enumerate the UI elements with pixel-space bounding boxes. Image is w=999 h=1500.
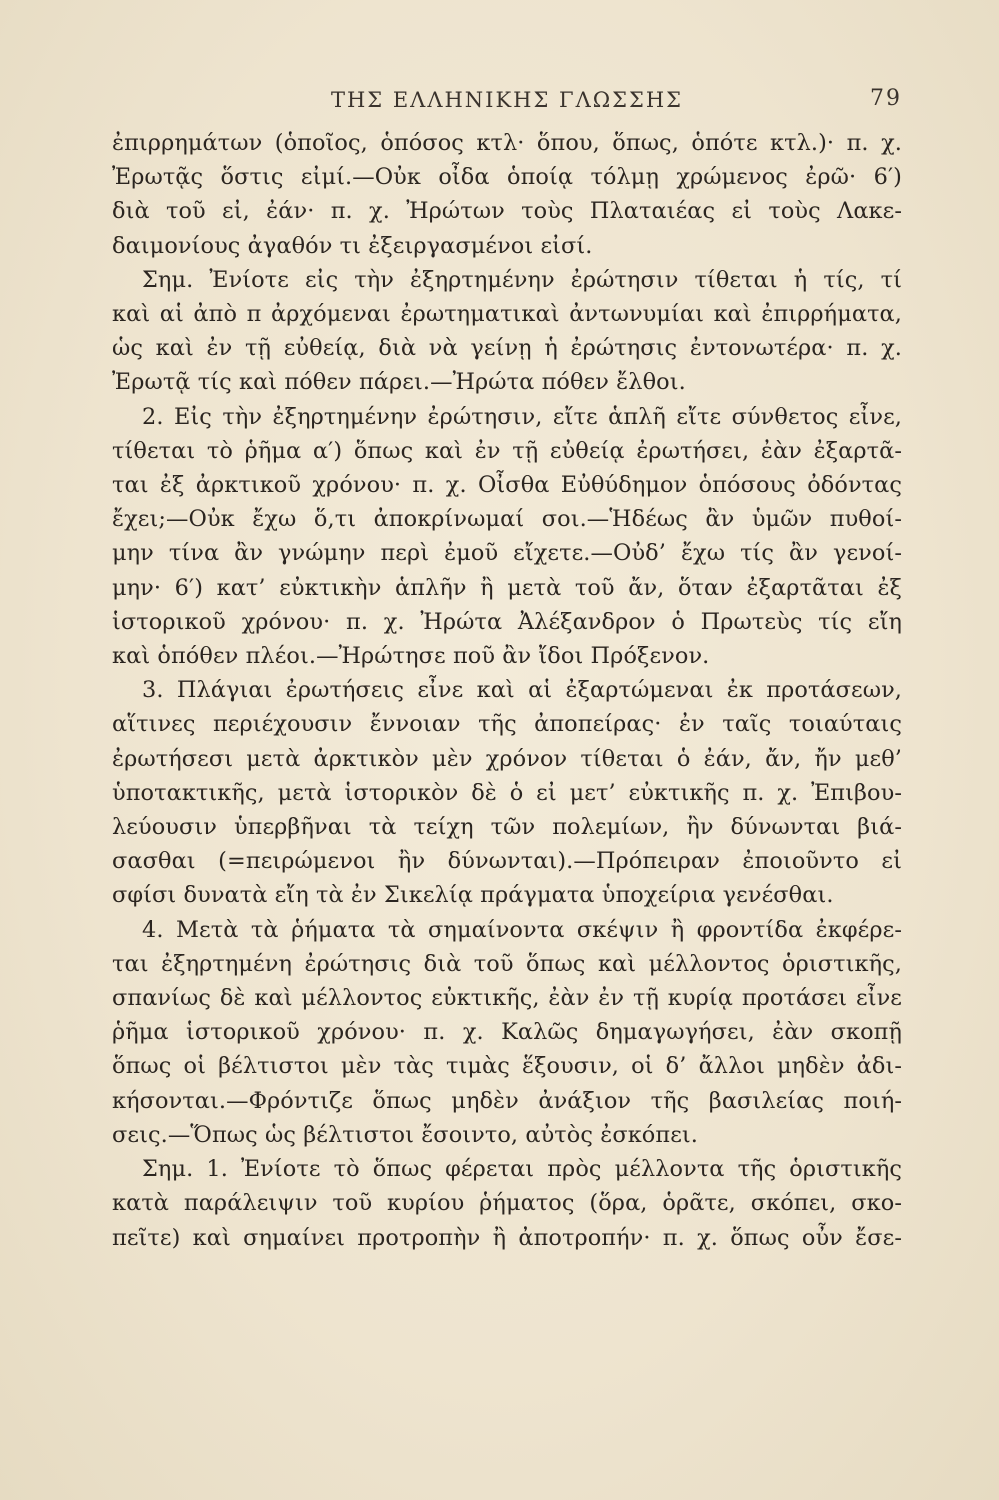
text-line: ται ἐξηρτημένη ἐρώτησις διὰ τοῦ ὅπως καὶ μέλλοντος ὁριστικῆς, xyxy=(112,950,902,977)
text-line: Σημ. Ἐνίοτε εἰς τὴν ἐξηρτημένην ἐρώτησιν τίθεται ἡ τίς, τί xyxy=(142,266,902,293)
text-line: Σημ. 1. Ἐνίοτε τὸ ὅπως φέρεται πρὸς μέλλοντα τῆς ὁριστικῆς xyxy=(142,1156,902,1183)
text-line: πεῖτε) καὶ σημαίνει προτροπὴν ἢ ἀποτροπήν· π. χ. ὅπως οὖν ἔσε- xyxy=(112,1224,902,1251)
running-title: ΤΗΣ ΕΛΛΗΝΙΚΗΣ ΓΛΩΣΣΗΣ xyxy=(330,88,684,112)
text-line: σπανίως δὲ καὶ μέλλοντος εὐκτικῆς, ἐὰν ἐν τῇ κυρίᾳ προτάσει εἶνε xyxy=(112,985,902,1012)
text-line: ὅπως οἱ βέλτιστοι μὲν τὰς τιμὰς ἕξουσιν, οἱ δ’ ἄλλοι μηδὲν ἀδι- xyxy=(112,1053,902,1080)
text-line: ἐρωτήσεσι μετὰ ἀρκτικὸν μὲν χρόνον τίθεται ὁ ἐάν, ἄν, ἤν μεθ’ xyxy=(112,745,902,772)
text-line: 4. Μετὰ τὰ ῥήματα τὰ σημαίνοντα σκέψιν ἢ φροντίδα ἐκφέρε- xyxy=(142,916,902,943)
page-header xyxy=(112,80,902,120)
text-line: ὡς καὶ ἐν τῇ εὐθείᾳ, διὰ νὰ γείνῃ ἡ ἐρώτησις ἐντονωτέρα· π. χ. xyxy=(112,335,902,362)
text-line: μην τίνα ἂν γνώμην περὶ ἐμοῦ εἴχετε.—Οὐδ’ ἔχω τίς ἂν γενοί- xyxy=(112,540,902,567)
text-line: ἐπιρρημάτων (ὁποῖος, ὁπόσος κτλ· ὅπου, ὅπως, ὁπότε κτλ.)· π. χ. xyxy=(112,130,902,156)
text-line: λεύουσιν ὑπερβῆναι τὰ τείχη τῶν πολεμίων, ἢν δύνωνται βιά- xyxy=(112,814,902,841)
text-line: ἱστορικοῦ χρόνου· π. χ. Ἠρώτα Ἀλέξανδρον ὁ Πρωτεὺς τίς εἴη xyxy=(112,608,902,635)
text-line: Ἐρωτᾷ τίς καὶ πόθεν πάρει.—Ἠρώτα πόθεν ἔλθοι. xyxy=(112,369,686,396)
text-line: κατὰ παράλειψιν τοῦ κυρίου ῥήματος (ὅρα, ὁρᾶτε, σκόπει, σκο- xyxy=(112,1190,902,1217)
text-line: τίθεται τὸ ῥῆμα α′) ὅπως καὶ ἐν τῇ εὐθείᾳ ἐρωτήσει, ἐὰν ἐξαρτᾶ- xyxy=(112,437,902,464)
text-line: σασθαι (=πειρώμενοι ἢν δύνωνται).—Πρόπειραν ἐποιοῦντο εἰ xyxy=(112,848,902,875)
text-line: σφίσι δυνατὰ εἴη τὰ ἐν Σικελίᾳ πράγματα ὑποχείρια γενέσθαι. xyxy=(112,882,834,909)
text-line: δαιμονίους ἀγαθόν τι ἐξειργασμένοι εἰσί. xyxy=(112,232,593,259)
text-line: αἵτινες περιέχουσιν ἔννοιαν τῆς ἀποπείρας· ἐν ταῖς τοιαύταις xyxy=(112,711,902,738)
text-line: σεις.—Ὅπως ὡς βέλτιστοι ἔσοιντο, αὐτὸς ἐσκόπει. xyxy=(112,1121,699,1148)
text-line: ῥῆμα ἱστορικοῦ χρόνου· π. χ. Καλῶς δημαγωγήσει, ἐὰν σκοπῇ xyxy=(112,1019,902,1046)
body-text xyxy=(112,126,902,1255)
text-line: Ἐρωτᾷς ὅστις εἰμί.—Οὐκ οἶδα ὁποίᾳ τόλμῃ χρώμενος ἐρῶ· 6′) xyxy=(112,164,902,191)
text-line: ται ἐξ ἀρκτικοῦ χρόνου· π. χ. Οἶσθα Εὐθύδημον ὁπόσους ὀδόντας xyxy=(112,472,902,499)
text-line: καὶ αἱ ἀπὸ π ἀρχόμεναι ἐρωτηματικαὶ ἀντωνυμίαι καὶ ἐπιρρήματα, xyxy=(112,301,902,328)
text-line: ὑποτακτικῆς, μετὰ ἱστορικὸν δὲ ὁ εἰ μετ’ εὐκτικῆς π. χ. Ἐπιβου- xyxy=(112,779,902,806)
book-page xyxy=(112,80,902,1460)
text-line: 3. Πλάγιαι ἐρωτήσεις εἶνε καὶ αἱ ἐξαρτώμεναι ἐκ προτάσεων, xyxy=(142,677,902,704)
page-number: 79 xyxy=(870,86,902,111)
text-line: διὰ τοῦ εἰ, ἐάν· π. χ. Ἠρώτων τοὺς Πλαταιέας εἰ τοὺς Λακε- xyxy=(112,198,902,225)
text-line: 2. Εἰς τὴν ἐξηρτημένην ἐρώτησιν, εἴτε ἁπλῆ εἴτε σύνθετος εἶνε, xyxy=(142,403,902,430)
text-line: κήσονται.—Φρόντιζε ὅπως μηδὲν ἀνάξιον τῆς βασιλείας ποιή- xyxy=(112,1087,902,1114)
text-line: ἔχει;—Οὐκ ἔχω ὅ,τι ἀποκρίνωμαί σοι.—Ἡδέως ἂν ὑμῶν πυθοί- xyxy=(112,506,902,533)
text-line: καὶ ὁπόθεν πλέοι.—Ἠρώτησε ποῦ ἂν ἴδοι Πρόξενον. xyxy=(112,643,710,670)
text-line: μην· 6′) κατ’ εὐκτικὴν ἁπλῆν ἢ μετὰ τοῦ ἄν, ὅταν ἐξαρτᾶται ἐξ xyxy=(112,574,902,601)
